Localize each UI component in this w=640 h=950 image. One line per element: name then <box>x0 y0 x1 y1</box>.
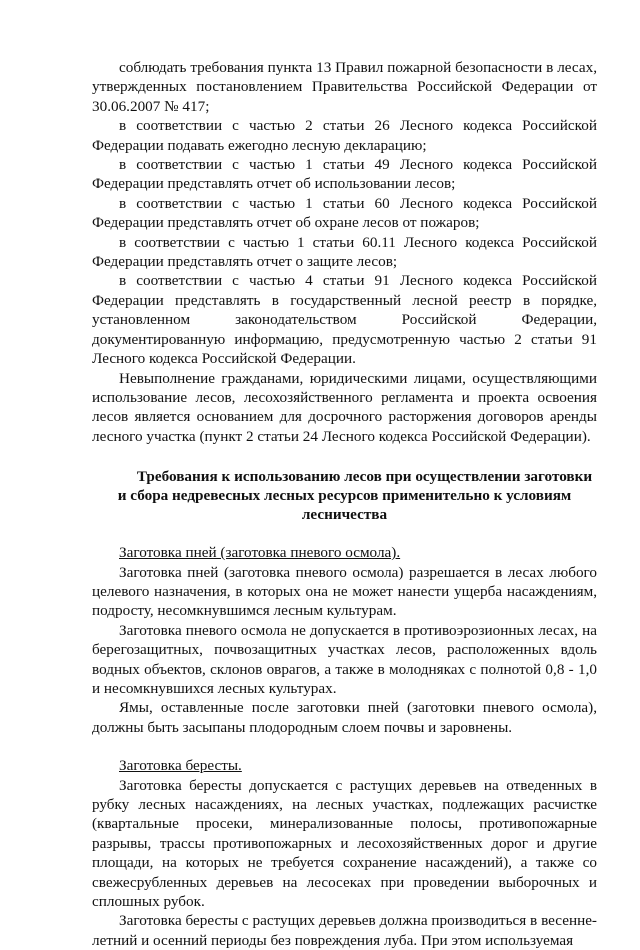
paragraph-usage-report: в соответствии с частью 1 статьи 49 Лесного кодекса Российской Федерации представлять отчет об использовании лесов; <box>92 156 597 193</box>
paragraph-fire-safety: соблюдать требования пункта 13 Правил пожарной безопасности в лесах, утвержденных постановлением Правительства Российской Федерации от 30.06.2007 № 417; <box>92 59 597 115</box>
paragraph-termination: Невыполнение гражданами, юридическими лицами, осуществляющими использование лесов, лесохозяйственного регламента и проекта освоения лесов является основанием для досрочного расторжения договоров аренды лесного участка (пункт 2 статьи 24 Лесного кодекса Российской Федерации). <box>92 369 597 445</box>
document-page <box>92 58 597 950</box>
paragraph-forest-declaration: в соответствии с частью 2 статьи 26 Лесного кодекса Российской Федерации подавать ежегодно лесную декларацию; <box>92 117 597 154</box>
section-heading <box>96 467 593 524</box>
paragraph-stumps-2: Заготовка пневого осмола не допускается в противоэрозионных лесах, на берегозащитных, почвозащитных участках лесов, расположенных вдоль водных объектов, склонов оврагов, а также в молодняках с полнотой 0,8 - 1,0 и несомкнувшихся лесных культурах. <box>92 621 597 697</box>
paragraph-stumps-3: Ямы, оставленные после заготовки пней (заготовки пневого осмола), должны быть засыпаны плодородным слоем почвы и заровнены. <box>92 699 597 736</box>
heading-line-2: и сбора недревесных лесных ресурсов применительно к условиям лесничества <box>117 487 572 524</box>
paragraph-fire-protection-report: в соответствии с частью 1 статьи 60 Лесного кодекса Российской Федерации представлять отчет об охране лесов от пожаров; <box>92 194 597 232</box>
paragraph-birch-bark-2: Заготовка бересты с растущих деревьев должна производиться в весенне-летний и осенний периоды без повреждения луба. При этом используемая <box>92 912 597 949</box>
subsection-title-birch-bark: Заготовка бересты. <box>119 757 242 775</box>
paragraph-stumps-1: Заготовка пней (заготовка пневого осмола) разрешается в лесах любого целевого назначения, в которых она не может нанести ущерба насаждениям, подросту, несомкнувшимся лесным культурам. <box>92 563 597 620</box>
paragraph-forest-registry: в соответствии с частью 4 статьи 91 Лесного кодекса Российской Федерации представлять в государственный лесной реестр в порядке, установленном законодательством Российской Федерации, документированную информацию, предусмотренную частью 2 статьи 91 Лесного кодекса Российской Федерации. <box>92 272 597 368</box>
paragraph-birch-bark-1: Заготовка бересты допускается с растущих деревьев на отведенных в рубку лесных насаждениях, на лесных участках, подлежащих расчистке (квартальные просеки, минерализованные полосы, противопожарные разрывы, трассы противопожарных и лесохозяйственных дорог и другие площади, на которых не требуется сохранение насаждений), а также со свежесрубленных деревьев на лесосеках при проведении выборочных и сплошных рубок. <box>92 776 597 911</box>
subsection-title-stumps: Заготовка пней (заготовка пневого осмола). <box>119 544 401 562</box>
paragraph-forest-protection-report: в соответствии с частью 1 статьи 60.11 Лесного кодекса Российской Федерации представлять отчет о защите лесов; <box>92 233 597 271</box>
heading-line-1: Требования к использованию лесов при осуществлении заготовки <box>136 468 593 486</box>
